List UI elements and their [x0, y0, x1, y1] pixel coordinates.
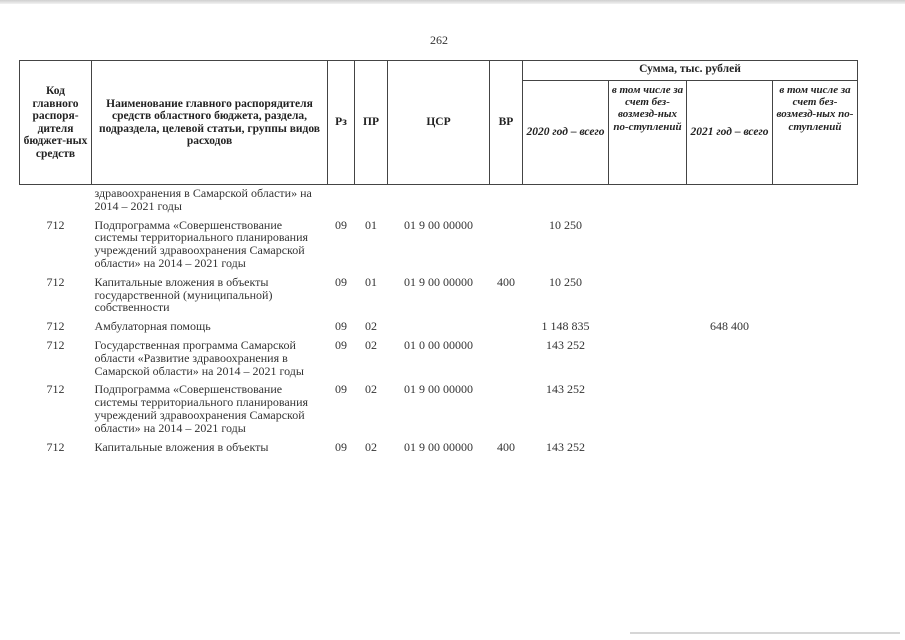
cell-2021-total [687, 437, 773, 456]
cell-2020-total: 10 250 [549, 274, 582, 289]
cell-2020-total: 143 252 [546, 439, 585, 454]
cell-rz: 09 [335, 439, 347, 454]
cell-csr: 01 9 00 00000 [404, 217, 473, 232]
cell-2020-gratuitous [609, 379, 687, 436]
table-row [20, 316, 858, 335]
cell-2020-total: 10 250 [549, 217, 582, 232]
header-name: Наименование главного распорядителя средств областного бюджета, раздела, подраздела, целевой статьи, группы видов расходов [92, 61, 328, 185]
header-vr: ВР [490, 61, 523, 185]
header-pr: ПР [355, 61, 388, 185]
cell-pr: 02 [365, 382, 377, 397]
cell-vr [490, 335, 523, 379]
cell-csr [388, 316, 490, 335]
cell-rz: 09 [335, 382, 347, 397]
header-2020-total: 2020 год – всего [523, 81, 609, 185]
scan-top-edge [0, 0, 905, 4]
cell-pr: 02 [365, 439, 377, 454]
cell-pr: 01 [365, 274, 377, 289]
cell-name: Капитальные вложения в объекты [94, 439, 269, 454]
cell-2020-gratuitous [609, 335, 687, 379]
header-code: Код главного распоря-дителя бюджет-ных средств [20, 61, 92, 185]
cell-2021-gratuitous [773, 335, 858, 379]
cell-2021-gratuitous [773, 437, 858, 456]
cell-vr [490, 316, 523, 335]
cell-csr [388, 185, 490, 215]
cell-2020-total: 1 148 835 [541, 319, 590, 334]
cell-2021-total [687, 215, 773, 272]
cell-code: 712 [46, 217, 65, 232]
cell-code: 712 [46, 439, 65, 454]
cell-2020-gratuitous [609, 215, 687, 272]
cell-2021-gratuitous [773, 215, 858, 272]
table-row [20, 437, 858, 456]
cell-2021-gratuitous [773, 185, 858, 215]
cell-rz [328, 185, 355, 215]
table-row [20, 379, 858, 436]
cell-code: 712 [46, 319, 65, 334]
cell-csr: 01 9 00 00000 [404, 274, 473, 289]
cell-vr [490, 379, 523, 436]
cell-2021-total: 648 400 [710, 319, 749, 334]
cell-name: здравоохранения в Самарской области» на 2014 – 2021 годы [94, 186, 312, 213]
cell-csr: 01 9 00 00000 [404, 382, 473, 397]
cell-vr [490, 185, 523, 215]
cell-pr: 02 [365, 337, 377, 352]
cell-2020-gratuitous [609, 316, 687, 335]
cell-name: Амбулаторная помощь [94, 319, 211, 334]
table-row [20, 215, 858, 272]
cell-2021-total [687, 185, 773, 215]
cell-2020-gratuitous [609, 437, 687, 456]
cell-2021-gratuitous [773, 272, 858, 316]
table-row [20, 335, 858, 379]
cell-2020-gratuitous [609, 185, 687, 215]
cell-name: Подпрограмма «Совершенствование системы территориального планирования учреждений здравоохранения Самарской области» на 2014 – 2021 годы [94, 217, 309, 270]
header-2020-gratuitous: в том числе за счет без-возмезд-ных по-ступлений [609, 81, 687, 185]
header-sum: Сумма, тыс. рублей [523, 61, 858, 81]
cell-2020-total [523, 185, 609, 215]
cell-code: 712 [46, 382, 65, 397]
cell-rz: 09 [335, 274, 347, 289]
cell-code [20, 185, 92, 215]
cell-code: 712 [46, 274, 65, 289]
cell-csr: 01 0 00 00000 [404, 337, 473, 352]
header-2021-gratuitous: в том числе за счет без-возмезд-ных по-ступлений [773, 81, 858, 185]
table-row [20, 272, 858, 316]
cell-rz: 09 [335, 337, 347, 352]
cell-rz: 09 [335, 319, 347, 334]
cell-pr [355, 185, 388, 215]
cell-2021-total [687, 379, 773, 436]
cell-2020-total: 143 252 [546, 337, 585, 352]
cell-vr: 400 [497, 274, 515, 289]
header-2021-total: 2021 год – всего [687, 81, 773, 185]
page-number: 262 [430, 33, 448, 47]
header-rz: Рз [328, 61, 355, 185]
cell-2021-total [687, 335, 773, 379]
cell-vr: 400 [497, 439, 515, 454]
cell-2021-gratuitous [773, 379, 858, 436]
cell-pr: 01 [365, 217, 377, 232]
cell-2020-total: 143 252 [546, 382, 585, 397]
cell-name: Капитальные вложения в объекты государственной (муниципальной) собственности [94, 274, 273, 315]
cell-code: 712 [46, 337, 65, 352]
scan-bottom-edge [630, 632, 900, 634]
cell-rz: 09 [335, 217, 347, 232]
table-row [20, 185, 858, 215]
cell-2021-gratuitous [773, 316, 858, 335]
budget-table [19, 60, 858, 455]
cell-name: Государственная программа Самарской области «Развитие здравоохранения в Самарской области» на 2014 – 2021 годы [94, 337, 304, 378]
cell-vr [490, 215, 523, 272]
cell-name: Подпрограмма «Совершенствование системы территориального планирования учреждений здравоохранения Самарской области» на 2014 – 2021 годы [94, 382, 309, 435]
cell-2021-total [687, 272, 773, 316]
cell-pr: 02 [365, 319, 377, 334]
cell-2020-gratuitous [609, 272, 687, 316]
cell-csr: 01 9 00 00000 [404, 439, 473, 454]
header-csr: ЦСР [388, 61, 490, 185]
